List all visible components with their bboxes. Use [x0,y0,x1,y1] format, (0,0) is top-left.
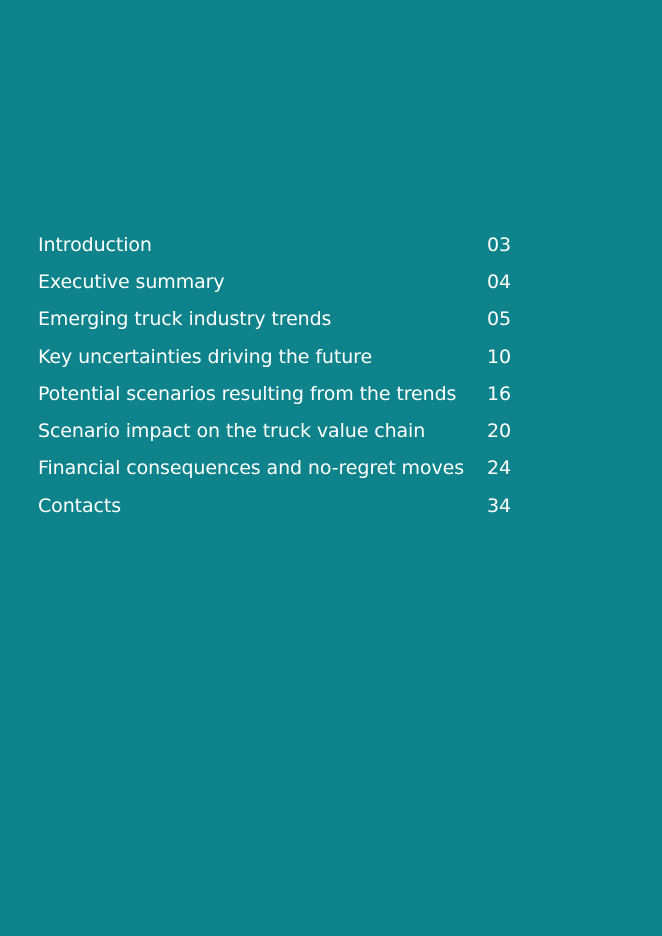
toc-entry-key-uncertainties[interactable] [38,338,518,375]
toc-entry-title: Potential scenarios resulting from the trends [38,382,457,405]
toc-entry-title: Scenario impact on the truck value chain [38,420,426,443]
toc-entry-page-number: 04 [487,270,511,293]
toc-entry-page-number: 10 [487,345,511,368]
toc-entry-title: Key uncertainties driving the future [38,345,373,368]
toc-entry-page-number: 20 [487,420,511,443]
toc-entry-introduction[interactable] [38,226,518,263]
toc-entry-page-number: 24 [487,457,511,480]
toc-entry-page-number: 16 [487,382,511,405]
toc-entry-scenario-impact[interactable] [38,412,518,449]
toc-entry-potential-scenarios[interactable] [38,375,518,412]
toc-entry-page-number: 34 [487,494,511,517]
toc-entry-contacts[interactable] [38,487,518,524]
toc-entry-page-number: 03 [487,233,511,256]
toc-entry-title: Emerging truck industry trends [38,308,332,331]
toc-entry-title: Executive summary [38,270,225,293]
toc-entry-emerging-trends[interactable] [38,301,518,338]
toc-entry-financial-consequences[interactable] [38,450,518,487]
table-of-contents [38,226,518,524]
toc-entry-title: Introduction [38,233,152,256]
toc-entry-executive-summary[interactable] [38,263,518,300]
toc-entry-page-number: 05 [487,308,511,331]
toc-entry-title: Financial consequences and no-regret moves [38,457,464,480]
toc-entry-title: Contacts [38,494,122,517]
